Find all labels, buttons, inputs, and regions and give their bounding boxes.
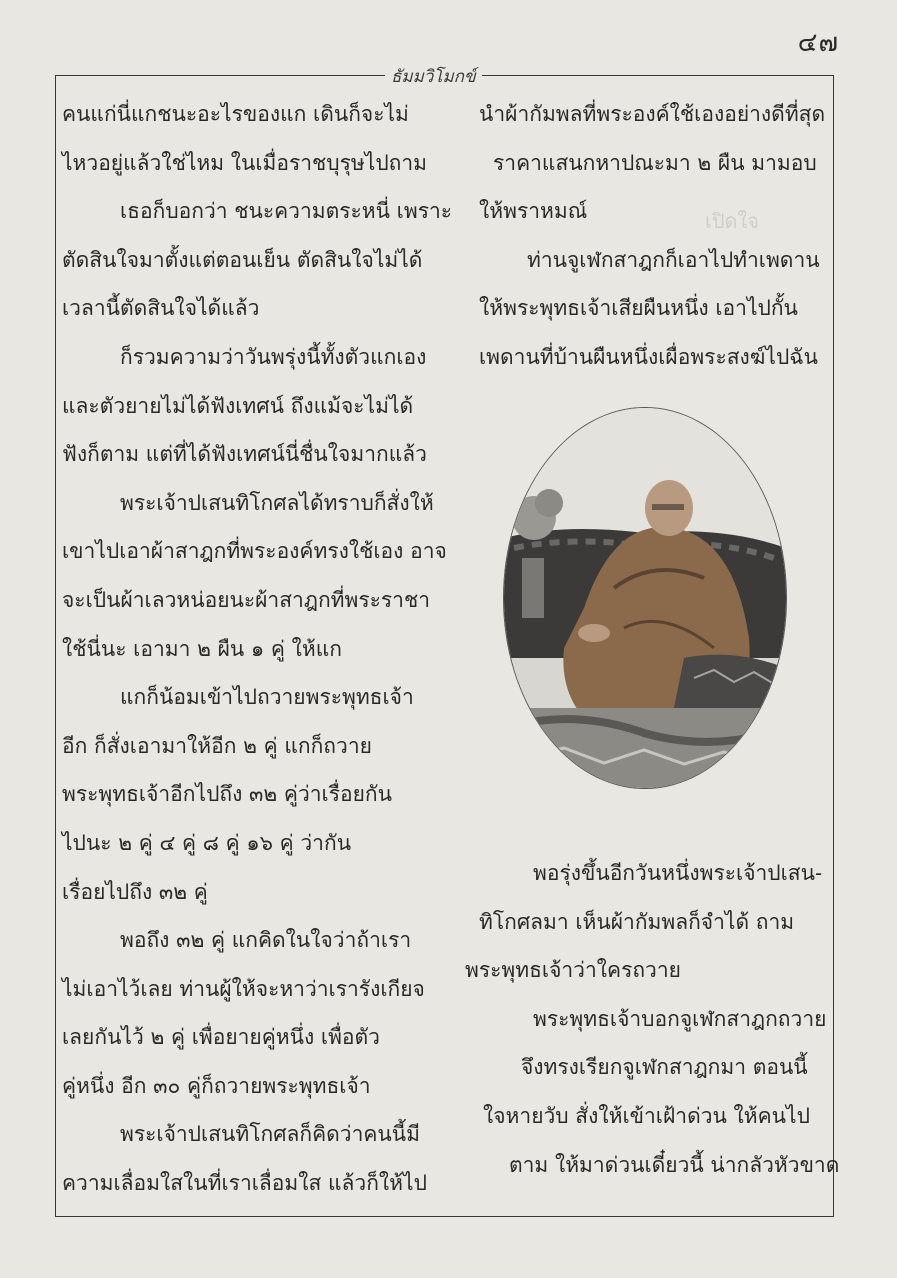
text-line: พอถึง ๓๒ คู่ แกคิดในใจว่าถ้าเรา [120,928,412,953]
text-line: ทิโกศลมา เห็นผ้ากัมพลก็จำได้ ถาม [479,909,795,934]
left-column [62,90,453,1208]
text-line: ราคาแสนกหาปณะมา ๒ ผืน มามอบ [493,150,817,175]
text-line: เพดานที่บ้านผืนหนึ่งเผื่อพระสงฆ์ไปฉัน [479,344,818,369]
show-through-text: เปิดใจ [705,209,760,233]
text-line: แกก็น้อมเข้าไปถวายพระพุทธเจ้า [120,685,414,710]
text-line: พระเจ้าปเสนทิโกศลก็คิดว่าคนนี้มี [120,1122,420,1147]
monk-portrait-photo [503,407,787,789]
text-line: เธอก็บอกว่า ชนะความตระหนี่ เพราะ [120,199,453,224]
text-line: ใช้นี่นะ เอามา ๒ ผืน ๑ คู่ ให้แก [62,636,342,661]
text-line: คนแก่นี่แกชนะอะไรของแก เดินก็จะไม่ [62,102,409,126]
text-line: คู่หนึ่ง อีก ๓๐ คู่ก็ถวายพระพุทธเจ้า [62,1073,371,1098]
text-line: ไปนะ ๒ คู่ ๔ คู่ ๘ คู่ ๑๖ คู่ ว่ากัน [62,830,352,855]
text-line: ก็รวมความว่าวันพรุ่งนี้ทั้งตัวแกเอง [120,344,427,369]
text-line: ไหวอยู่แล้วใช่ไหม ในเมื่อราชบุรุษไปถาม [62,150,427,175]
text-line: นำผ้ากัมพลที่พระองค์ใช้เองอย่างดีที่สุด [479,102,826,126]
text-line: ตัดสินใจมาตั้งแต่ตอนเย็น ตัดสินใจไม่ได้ [62,247,423,272]
text-line: พระพุทธเจ้าบอกจูเฬกสาฎกถวาย [533,1006,827,1031]
page-number: ๔๗ [797,28,839,58]
text-line: ฟังก็ตาม แต่ที่ได้ฟังเทศน์นี่ชื่นใจมากแล้ว [62,442,427,467]
text-line: เวลานี้ตัดสินใจได้แล้ว [62,296,260,321]
text-line: ไม่เอาไว้เลย ท่านผู้ให้จะหาว่าเรารังเกียจ [62,976,425,1001]
text-line: อีก ก็สั่งเอามาให้อีก ๒ คู่ แกก็ถวาย [62,733,372,758]
right-column-top [465,90,826,382]
text-line: ให้พราหมณ์ [479,199,588,224]
text-line: ท่านจูเฬกสาฎกก็เอาไปทำเพดาน [527,247,820,272]
text-line: ความเลื่อมใสในที่เราเลื่อมใส แล้วก็ให้ไป [62,1171,427,1196]
text-line: ตาม ให้มาด่วนเดี๋ยวนี้ น่ากลัวหัวขาด [509,1152,840,1177]
text-line: เขาไปเอาผ้าสาฎกที่พระองค์ทรงใช้เอง อาจ [62,539,447,564]
text-line: พระพุทธเจ้าว่าใครถวาย [465,958,681,983]
text-line: ให้พระพุทธเจ้าเสียผืนหนึ่ง เอาไปกั้น [479,296,798,321]
text-line: พระพุทธเจ้าอีกไปถึง ๓๒ คู่ว่าเรื่อยกัน [62,782,392,807]
text-line: ใจหายวับ สั่งให้เข้าเฝ้าด่วน ให้คนไป [483,1103,810,1128]
text-line: จะเป็นผ้าเลวหน่อยนะผ้าสาฎกที่พระราชา [62,587,431,612]
text-line: เลยกันไว้ ๒ คู่ เพื่อยายคู่หนึ่ง เพื่อตัว [62,1025,380,1050]
text-line: และตัวยายไม่ได้ฟังเทศน์ ถึงแม้จะไม่ได้ [62,393,414,418]
text-line: เรื่อยไปถึง ๓๒ คู่ [62,879,208,904]
right-column-bottom [465,849,840,1189]
text-line: พอรุ่งขึ้นอีกวันหนึ่งพระเจ้าปเสน- [533,861,823,885]
text-line: จึงทรงเรียกจูเฬกสาฎกมา ตอนนี้ [521,1055,808,1080]
running-head: ธัมมวิโมกข์ [385,63,482,90]
text-line: พระเจ้าปเสนทิโกศลได้ทราบก็สั่งให้ [120,490,434,515]
